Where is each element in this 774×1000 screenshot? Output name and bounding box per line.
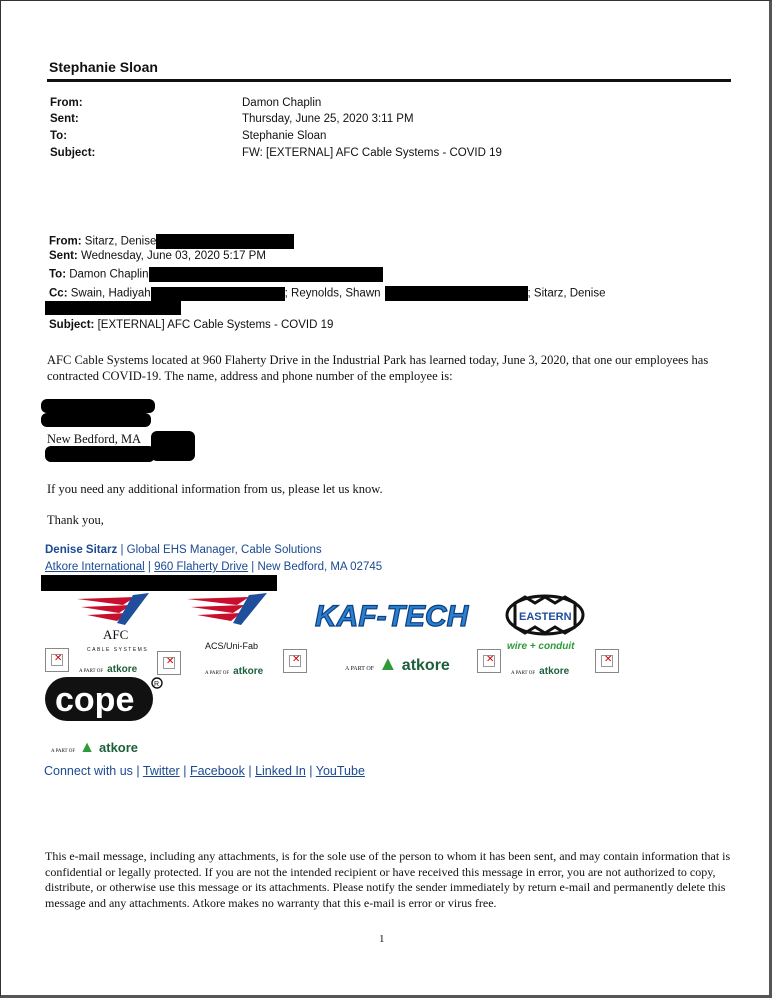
afc-sub: CABLE SYSTEMS — [87, 647, 149, 653]
atkore-a-icon: ▲ — [378, 653, 398, 675]
youtube-link[interactable]: YouTube — [315, 764, 365, 778]
fw-cc-line — [49, 286, 606, 301]
signature-name: Denise Sitarz — [45, 544, 118, 556]
closing-line: Thank you, — [47, 513, 104, 527]
redaction-block — [385, 286, 528, 301]
redaction-block — [151, 431, 195, 461]
subject-value: FW: [EXTERNAL] AFC Cable Systems - COVID 19 — [242, 147, 502, 159]
afc-name: AFC — [103, 627, 129, 642]
atkore-mark — [511, 661, 569, 679]
from-label: From: — [50, 97, 83, 109]
fw-from-label: From: — [49, 235, 82, 248]
broken-image-icon: ✕ — [45, 648, 69, 672]
to-value: Stephanie Sloan — [242, 130, 327, 142]
from-value: Damon Chaplin — [242, 97, 322, 109]
redaction-block — [41, 413, 151, 427]
legal-disclaimer: This e-mail message, including any attachments, is for the sole use of the person to whom it has been sent, and may contain information that is confidential or legally protected. If you are not the intended recipient or have received this message in error, you are not authorized to copy, distribute, or otherwise use this message or its attachments. Please notify the sender immediately by return e-mail and permanently delete this message and any attachments. Atkore makes no warranty that this e-mail is error or virus free. — [45, 849, 731, 910]
fw-from-line — [49, 234, 294, 249]
eastern-logo — [501, 593, 595, 653]
signature-company[interactable]: Atkore International — [45, 561, 145, 573]
broken-image-icon: ✕ — [157, 651, 181, 675]
signature-city: New Bedford, MA 02745 — [257, 561, 383, 573]
redaction-block — [156, 234, 294, 249]
atkore-name: atkore — [233, 666, 264, 677]
kaftech-logo — [311, 595, 471, 635]
afc-logo — [73, 591, 163, 655]
fw-subject-label: Subject: — [49, 319, 95, 331]
acs-name: ACS/Uni-Fab — [205, 641, 259, 651]
a-part-of-label: A PART OF — [51, 749, 76, 754]
to-label: To: — [50, 130, 68, 142]
eastern-logo-icon — [501, 593, 595, 653]
fw-from-value: Sitarz, Denise — [84, 235, 157, 248]
eastern-sub: wire + conduit — [507, 641, 575, 652]
fw-cc-label: Cc: — [49, 287, 68, 300]
fw-to-label: To: — [49, 268, 67, 281]
signature-name-line — [45, 544, 322, 556]
facebook-link[interactable]: Facebook — [189, 764, 245, 778]
atkore-name: atkore — [107, 664, 138, 675]
signature-street[interactable]: 960 Flaherty Drive — [154, 561, 249, 573]
atkore-mark-bottom — [51, 739, 138, 757]
sent-value: Thursday, June 25, 2020 3:11 PM — [242, 113, 414, 125]
page-number: 1 — [379, 933, 385, 945]
cope-logo-icon — [43, 673, 165, 725]
broken-image-icon: ✕ — [283, 649, 307, 673]
body-paragraph: If you need any additional information from us, please let us know. — [47, 482, 383, 496]
afc-wing-icon — [73, 591, 163, 655]
fw-cc-value-2: ; Reynolds, Shawn — [284, 287, 381, 300]
body-paragraph: AFC Cable Systems located at 960 Flaherty Drive in the Industrial Park has learned today, June 3, 2020, that one our employees has contracted COVID-19. The name, address and phone number of the employee is: — [47, 353, 709, 383]
redaction-block — [45, 301, 181, 315]
fw-cc-value-3: ; Sitarz, Denise — [527, 287, 606, 300]
kaftech-name: KAF-TECH — [315, 600, 469, 633]
atkore-name: atkore — [401, 657, 450, 674]
fw-sent-line — [49, 250, 266, 262]
atkore-mark — [345, 653, 450, 676]
address-city: New Bedford, MA — [47, 432, 142, 446]
redaction-block — [41, 399, 155, 413]
acs-logo — [185, 591, 285, 655]
sent-label: Sent: — [50, 113, 79, 125]
redaction-block — [41, 575, 277, 591]
subject-label: Subject: — [50, 147, 96, 159]
redaction-block — [151, 287, 285, 301]
cope-logo — [43, 673, 165, 725]
a-part-of-label: A PART OF — [345, 666, 374, 672]
atkore-mark — [205, 661, 263, 679]
a-part-of-label: A PART OF — [205, 671, 230, 676]
fw-to-value: Damon Chaplin — [69, 268, 149, 281]
eastern-name: EASTERN — [519, 611, 572, 623]
kaftech-logo-icon — [311, 595, 471, 635]
cope-name: cope — [55, 681, 135, 719]
fw-to-line — [49, 267, 383, 282]
fw-subject-value: [EXTERNAL] AFC Cable Systems - COVID 19 — [97, 319, 334, 331]
social-links: Connect with us | Twitter | Facebook | Linked In | YouTube — [44, 764, 365, 778]
acs-wing-icon — [185, 591, 285, 655]
fw-sent-value: Wednesday, June 03, 2020 5:17 PM — [80, 250, 266, 262]
fw-cc-value-1: Swain, Hadiyah — [70, 287, 151, 300]
broken-image-icon: ✕ — [595, 649, 619, 673]
redaction-block — [149, 267, 383, 282]
linkedin-link[interactable]: Linked In — [255, 764, 306, 778]
fw-subject-line — [49, 319, 333, 331]
connect-label: Connect with us | — [44, 764, 140, 778]
mailbox-owner: Stephanie Sloan — [49, 59, 158, 75]
atkore-name: atkore — [539, 666, 570, 677]
atkore-a-icon: ▲ — [79, 739, 96, 756]
twitter-link[interactable]: Twitter — [142, 764, 180, 778]
signature-address-line: Atkore International | 960 Flaherty Drive | New Bedford, MA 02745 — [45, 561, 383, 573]
fw-sent-label: Sent: — [49, 250, 78, 262]
a-part-of-label: A PART OF — [79, 669, 104, 674]
atkore-name: atkore — [99, 740, 139, 755]
a-part-of-label: A PART OF — [511, 671, 536, 676]
broken-image-icon: ✕ — [477, 649, 501, 673]
svg-text:R: R — [154, 681, 160, 688]
redaction-block — [45, 446, 155, 462]
signature-title: | Global EHS Manager, Cable Solutions — [120, 544, 322, 556]
header-rule — [47, 79, 731, 82]
